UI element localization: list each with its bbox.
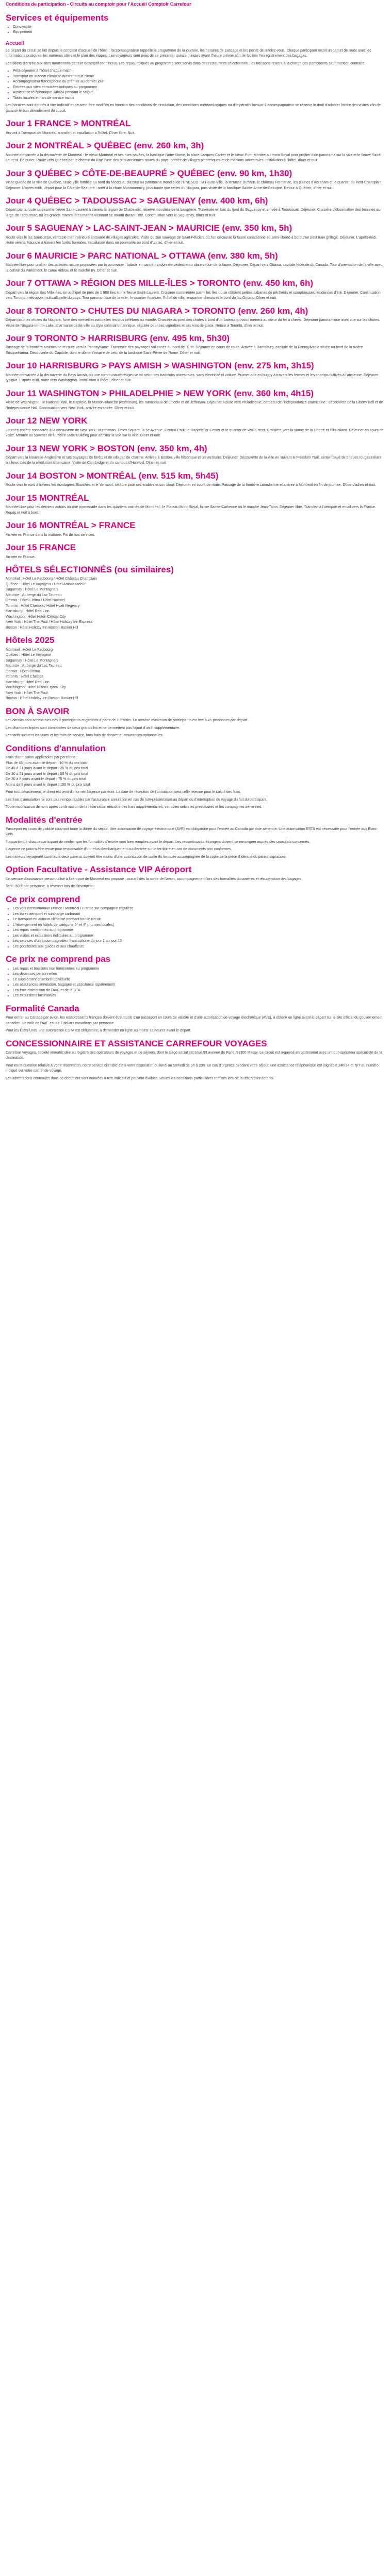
paragraph: Un service d'assistance personnalisé à l'aéroport de Montréal est proposé : accueil dès la sortie de l'avion, accompagnement lors des formalités douanières et récupération des bagages. xyxy=(6,877,303,881)
document-body xyxy=(6,13,385,1082)
list-item: • Équipement xyxy=(13,30,385,36)
section-heading: Ce prix comprend xyxy=(6,894,80,904)
paragraph: L'agence ne pourra être tenue pour responsable d'un refus d'embarquement ou d'entrée sur le territoire en cas de documents non conformes. xyxy=(6,848,232,852)
list-item: • Les repas mentionnés au programme xyxy=(13,928,385,934)
paragraph: Les informations contenues dans ce document sont données à titre indicatif et peuvent évoluer. Seules les conditions particulières remises lors de la réservation font foi. xyxy=(6,1076,274,1080)
section-heading: Jour 11 WASHINGTON > PHILADELPHIE > NEW YORK (env. 360 km, 4h15) xyxy=(6,388,314,398)
section-heading: CONCESSIONNAIRE ET ASSISTANCE CARREFOUR VOYAGES xyxy=(6,1038,267,1048)
paragraph: Route vers le lac Saint-Jean, véritable mer intérieure entourée de villages agricoles. Visite du zoo sauvage de Saint-Félicien, où l'on découvre la faune canadienne en semi-liberté à bord d'un petit train grillagé. Déjeuner. L'après-midi, route vers la Mauricie à travers les forêts boréales. Installation dans un pourvoirie au bord d'un lac, dîner et nuit. xyxy=(6,235,377,245)
paragraph: Matinée consacrée à la découverte de Montréal : le Vieux-Montréal et ses rues pavées, la basilique Notre-Dame, la place Jacques-Cartier et le Vieux-Port. Montée au mont Royal pour profiter d'un panorama sur la ville et le fleuve Saint-Laurent. Déjeuner. Route vers Québec par le chemin du Roy, l'une des plus anciennes routes du pays, bordée de villages pittoresques et de maisons ancestrales. Installation à l'hôtel, dîner et nuit. xyxy=(6,153,382,163)
document-page xyxy=(0,1,391,1090)
paragraph: Pour les États-Unis, une autorisation ESTA est obligatoire, à demander en ligne au moins 72 heures avant le départ. xyxy=(6,1029,191,1033)
paragraph: Départ par la route longeant le fleuve Saint-Laurent à travers la région de Charlevoix, réserve mondiale de la biosphère. Traversée en bac du fjord du Saguenay et arrivée à Tadoussac. Déjeuner. Croisière d'observation des baleines au large de Tadoussac, où les grands mammifères marins viennent se nourrir durant l'été. Continuation vers le Saguenay, dîner et nuit. xyxy=(6,208,381,217)
paragraph: Les chambres triples sont composées de deux grands lits et ne permettent pas l'ajout d'un lit supplémentaire. xyxy=(6,726,181,730)
paragraph: Les billets d'entrée aux sites mentionnés dans le descriptif sont inclus. Les repas indiqués au programme sont servis dans des restaurants sélectionnés ; les boissons restent à la charge des participants sauf mention contraire. xyxy=(6,61,366,65)
list-item: • Les visites et excursions indiquées au programme xyxy=(13,934,385,939)
paragraph: Les mineurs voyageant sans leurs deux parents doivent être munis d'une autorisation de sortie du territoire accompagnée de la copie de la pièce d'identité du parent signataire. xyxy=(6,855,286,859)
section-heading: Jour 15 MONTRÉAL xyxy=(6,493,89,503)
paragraph: Il appartient à chaque participant de vérifier que les formalités d'entrée sont bien remplies avant le départ. Les ressortissants étrangers doivent se renseigner auprès des consulats concernés. xyxy=(6,840,311,844)
list-item: • Convivialité xyxy=(13,25,385,30)
paragraph: Matinée libre pour les derniers achats ou une promenade dans les quartiers animés de Montréal : le Plateau Mont-Royal, la rue Sainte-Catherine ou le marché Jean-Talon. Déjeuner libre. Transfert à l'aéroport et envol vers la France. Repas et nuit à bord. xyxy=(6,505,376,515)
list-item: • Les services d'un accompagnateur francophone du jour 1 au jour 15 xyxy=(13,939,385,944)
section-heading: Jour 14 BOSTON > MONTRÉAL (env. 515 km, 5h45) xyxy=(6,470,219,481)
section-heading: Jour 4 QUÉBEC > TADOUSSAC > SAGUENAY (env. 400 km, 6h) xyxy=(6,196,268,206)
list-item: • Entrées aux sites et musées indiqués au programme xyxy=(13,85,385,91)
paragraph: Les circuits sont accessibles dès 2 participants et garantis à partir de 2 inscrits. Le nombre maximum de participants est fixé à 45 personnes par départ. xyxy=(6,719,249,723)
section-heading: Jour 8 TORONTO > CHUTES DU NIAGARA > TORONTO (env. 260 km, 4h) xyxy=(6,306,308,316)
bullet-list xyxy=(6,906,385,950)
list-item: • Le supplément chambre individuelle xyxy=(13,977,385,983)
paragraph: Départ vers la Nouvelle-Angleterre et ses paysages de forêts et de villages de charme. Arrivée à Boston, ville historique et universitaire. Déjeuner. Découverte de la ville en suivant le Freedom Trail, sentier pavé de briques rouges reliant les lieux clés de la révolution américaine. Visite de Cambridge et du campus d'Harvard. Dîner et nuit. xyxy=(6,455,381,465)
paragraph: Départ vers la région des Mille-Îles, un archipel de près de 1 800 îles sur le fleuve Saint-Laurent. Croisière commentée parmi les îles où se côtoient petites cabanes de pêcheurs et somptueuses résidences d'été. Déjeuner. Continuation vers Toronto, métropole multiculturelle du pays. Tour panoramique de la ville : le quartier financier, l'hôtel de ville, le quartier chinois et le bord du lac Ontario. Dîner et nuit. xyxy=(6,291,381,300)
document-title: Conditions de participation - Circuits au comptoir pour l'Accueil Comptoir Carrefour xyxy=(6,2,191,7)
section-heading: Jour 3 QUÉBEC > CÔTE-DE-BEAUPRÉ > QUÉBEC (env. 90 km, 1h30) xyxy=(6,168,292,178)
section-heading: Conditions d'annulation xyxy=(6,743,106,753)
bullet-list xyxy=(6,25,385,36)
list-item: • Les vols internationaux France / Montréal / France sur compagnie régulière xyxy=(13,906,385,912)
section-heading: Jour 16 MONTRÉAL > FRANCE xyxy=(6,520,136,531)
section-heading: Jour 1 FRANCE > MONTRÉAL xyxy=(6,118,131,129)
section-heading: Jour 2 MONTRÉAL > QUÉBEC (env. 260 km, 3h) xyxy=(6,141,204,151)
bullet-list xyxy=(6,69,385,101)
list-item: • L'hébergement en hôtels de catégorie 3* et 4* (normes locales) xyxy=(13,923,385,928)
paragraph: Route vers le nord à travers les montagnes Blanches et le Vermont, célèbre pour ses érables et son sirop. Déjeuner en cours de route. Passage de la frontière canadienne et arrivée à Montréal en fin de journée. Dîner d'adieu et nuit. xyxy=(6,483,376,487)
paragraph: Arrivée en France dans la matinée. Fin de nos services. xyxy=(6,533,95,537)
paragraph: Les frais d'annulation ne sont pas remboursables par l'assurance annulation en cas de non-présentation au départ ou d'interruption du voyage du fait du participant. xyxy=(6,798,268,802)
list-item: • Les frais d'obtention de l'AVE et de l'ESTA xyxy=(13,988,385,994)
paragraph: Carrefour Voyages, société immatriculée au registre des opérateurs de voyages et de séjours, dont le siège social est situé 93 avenue de Paris, 91300 Massy. Le circuit est organisé en partenariat avec un tour-opérateur spécialiste de la destination. xyxy=(6,1050,382,1060)
paragraph: Pour tout désistement, le client est tenu d'informer l'agence par écrit. La date de réception de l'annulation sera celle retenue pour le calcul des frais. xyxy=(6,790,241,794)
list-item: • Les excursions facultatives xyxy=(13,993,385,999)
paragraph: Toute modification de nom après confirmation de la réservation entraîne des frais supplémentaires, variables selon les prestataires et les compagnies aériennes. xyxy=(6,805,263,809)
list-item: • Accompagnateur francophone du premier au dernier jour xyxy=(13,79,385,85)
section-heading: Option Facultative - Assistance VIP Aéroport xyxy=(6,865,192,875)
list-item: • Les assurances annulation, bagages et assistance rapatriement xyxy=(13,982,385,988)
section-heading: Jour 9 TORONTO > HARRISBURG (env. 495 km, 5h30) xyxy=(6,333,230,344)
section-heading: Jour 5 SAGUENAY > LAC-SAINT-JEAN > MAURICIE (env. 350 km, 5h) xyxy=(6,223,292,233)
paragraph: Pour toute question relative à votre réservation, notre service clientèle est à votre disposition du lundi au samedi de 9h à 20h. En cas d'urgence pendant votre séjour, une assistance téléphonique est joignable 24h/24 et 7j/7 au numéro indiqué sur votre carnet de voyage. xyxy=(6,1063,379,1073)
paragraph: Départ pour les chutes du Niagara, l'une des merveilles naturelles les plus célèbres au monde. Croisière au pied des chutes à bord d'un bateau qui vous mènera au cœur du fer à cheval. Déjeuner panoramique avec vue sur les chutes. Visite de Niagara-on-the-Lake, charmante petite ville au style colonial britannique, réputée pour ses vignobles et ses vins de glace. Retour à Toronto, dîner et nuit. xyxy=(6,318,380,328)
section-heading: Jour 15 FRANCE xyxy=(6,543,76,553)
section-heading: Services et équipements xyxy=(6,12,109,23)
section-heading: Formalité Canada xyxy=(6,1003,79,1013)
paragraph: Matinée libre pour profiter des activités nature proposées par la pourvoirie : balade en canoë, randonnée pédestre ou observation de la faune. Déjeuner. Départ vers Ottawa, capitale fédérale du Canada. Tour d'orientation de la ville avec la colline du Parlement, le canal Rideau et le marché By. Dîner et nuit. xyxy=(6,263,383,273)
section-heading: HÔTELS SÉLECTIONNÉS (ou similaires) xyxy=(6,565,174,575)
paragraph: Visite de Washington : le National Mall, le Capitole, la Maison-Blanche (extérieurs), les mémoriaux de Lincoln et de Jefferson. Déjeuner. Route vers Philadelphie, berceau de l'indépendance américaine : découverte de la Liberty Bell et de l'Independence Hall. Continuation vers New York, arrivée en soirée. Dîner et nuit. xyxy=(6,401,383,410)
section-heading: Hôtels 2025 xyxy=(6,635,55,646)
section-heading: Ce prix ne comprend pas xyxy=(6,954,111,964)
list-item: • Les dépenses personnelles xyxy=(13,972,385,977)
list-item: • Taxes locales et frais de service inclus xyxy=(13,96,385,101)
section-heading: Jour 7 OTTAWA > RÉGION DES MILLE-ÎLES > TORONTO (env. 450 km, 6h) xyxy=(6,278,314,289)
section-heading: Accueil xyxy=(6,40,24,46)
paragraph: Montréal : Hôtel Le Faubourg / Hôtel Château Champlain Québec : Hôtel Le Voyageur / Hôtel Ambassadeur Saguenay : Hôtel Le Montagnais Mauricie : Auberge du Lac Taureau Ottawa : Hôtel Chimo / Hôtel Novotel Toronto : Hôtel Chelsea / Hôtel Hyatt Regency Harrisburg : Hôtel Red Lion Washington : Hôtel Hilton Crystal City New York : Hôtel The Paul / Hôtel Holiday Inn Express Boston : Hôtel Holiday Inn Boston Bunker Hill xyxy=(6,577,97,630)
paragraph: Matinée consacrée à la découverte du Pays Amish, où une communauté religieuse vit selon des traditions ancestrales, sans électricité ni voiture. Promenade en buggy à travers les fermes et les champs cultivés à l'ancienne. Déjeuner typique. L'après-midi, route vers Washington. Installation à l'hôtel, dîner et nuit. xyxy=(6,373,379,383)
paragraph: Montréal : Hôtel Le Faubourg Québec : Hôtel Le Voyageur Saguenay : Hôtel Le Montagnais Mauricie : Auberge du Lac Taureau Ottawa : Hôtel Chimo Toronto : Hôtel Chelsea Harrisburg : Hôtel Red Lion Washington : Hôtel Hilton Crystal City New York : Hôtel The Paul Boston : Hôtel Holiday Inn Boston Bunker Hill xyxy=(6,648,78,701)
section-heading: Jour 12 NEW YORK xyxy=(6,416,88,426)
paragraph: Tarif : 60 € par personne, à réserver lors de l'inscription. xyxy=(6,885,95,889)
paragraph: Pour entrer au Canada par avion, les ressortissants français doivent être munis d'un passeport en cours de validité et d'une autorisation de voyage électronique (AVE), à obtenir en ligne avant le départ sur le site officiel du gouvernement canadien. Le coût de l'AVE est de 7 dollars canadiens par personne. xyxy=(6,1016,383,1025)
section-heading: Jour 10 HARRISBURG > PAYS AMISH > WASHINGTON (env. 275 km, 3h15) xyxy=(6,361,314,371)
paragraph: Les tarifs incluent les taxes et les frais de service, hors frais de dossier et assurances optionnelles. xyxy=(6,734,164,738)
list-item: • Transport en autocar climatisé durant tout le circuit xyxy=(13,74,385,80)
bullet-list xyxy=(6,967,385,999)
list-item: • Les repas et boissons non mentionnés au programme xyxy=(13,967,385,972)
list-item: • Petit-déjeuner à l'hôtel chaque matin xyxy=(13,69,385,74)
paragraph: Le départ du circuit se fait depuis le comptoir d'accueil de l'hôtel ; l'accompagnateur rappelle le programme de la journée, les horaires de passage et les points de rendez-vous. Chaque participant reçoit un carnet de route avec les informations pratiques, les numéros utiles et le plan des étapes. Les voyageurs sont priés de se présenter quinze minutes avant l'heure prévue afin de faciliter l'enregistrement des bagages. xyxy=(6,48,371,58)
paragraph: Journée entière consacrée à la découverte de New York : Manhattan, Times Square, la 5e Avenue, Central Park, le Rockefeller Center et le quartier de Wall Street. Croisière vers la statue de la Liberté et Ellis Island. Déjeuner en cours de visite. Montée au sommet de l'Empire State Building pour admirer la vue sur la ville. Dîner et nuit. xyxy=(6,428,384,438)
section-heading: BON À SAVOIR xyxy=(6,706,70,716)
paragraph: Accueil à l'aéroport de Montréal, transfert et installation à l'hôtel. Dîner libre. Nuit. xyxy=(6,131,135,135)
section-heading: Jour 13 NEW YORK > BOSTON (env. 350 km, 4h) xyxy=(6,443,207,453)
paragraph: Les horaires sont donnés à titre indicatif et peuvent être modifiés en fonction des conditions de circulation, des conditions météorologiques ou d'impératifs locaux. L'accompagnateur se réserve le droit d'adapter l'ordre des visites afin de garantir le bon déroulement du circuit. xyxy=(6,104,381,113)
list-item: • Les pourboires aux guides et aux chauffeurs xyxy=(13,944,385,950)
paragraph: Passage de la frontière américaine et route vers la Pennsylvanie. Traversée des paysages vallonnés du nord de l'État. Déjeuner en cours de route. Arrivée à Harrisburg, capitale de la Pennsylvanie située au bord de la rivière Susquehanna. Découverte du Capitole, dont le dôme s'inspire de celui de la basilique Saint-Pierre de Rome. Dîner et nuit. xyxy=(6,346,363,355)
section-heading: Jour 6 MAURICIE > PARC NATIONAL > OTTAWA (env. 380 km, 5h) xyxy=(6,250,278,261)
list-item: • Le transport en autocar climatisé pendant tout le circuit xyxy=(13,917,385,923)
section-heading: Modalités d'entrée xyxy=(6,815,83,825)
paragraph: Passeport en cours de validité couvrant toute la durée du séjour. Une autorisation de voyage électronique (AVE) est obligatoire pour l'entrée au Canada par voie aérienne. Une autorisation ESTA est nécessaire pour l'entrée aux États-Unis. xyxy=(6,827,378,837)
list-item: • Les taxes aéroport et surcharge carburant xyxy=(13,912,385,918)
paragraph: Frais d'annulation applicables par personne : Plus de 45 jours avant le départ : 10 % du prix total De 45 à 31 jours avant le départ : 25 % du prix total De 30 à 21 jours avant le départ : 50 % du prix total De 20 à 8 jours avant le départ : 75 % du prix total Moins de 8 jours avant le départ : 100 % du prix total xyxy=(6,756,90,787)
paragraph: Visite guidée de la ville de Québec, seule ville fortifiée au nord du Mexique, classée au patrimoine mondial de l'UNESCO : la Haute-Ville, la terrasse Dufferin, le château Frontenac, les plaines d'Abraham et le quartier du Petit-Champlain. Déjeuner. L'après-midi, départ pour la Côte-de-Beaupré : arrêt à la chute Montmorency, plus haute que celles du Niagara, puis visite de la basilique Sainte-Anne-de-Beaupré. Retour à Québec, dîner et nuit. xyxy=(6,181,383,190)
list-item: • Assistance téléphonique 24h/24 pendant le séjour xyxy=(13,90,385,96)
paragraph: Arrivée en France. xyxy=(6,555,36,559)
